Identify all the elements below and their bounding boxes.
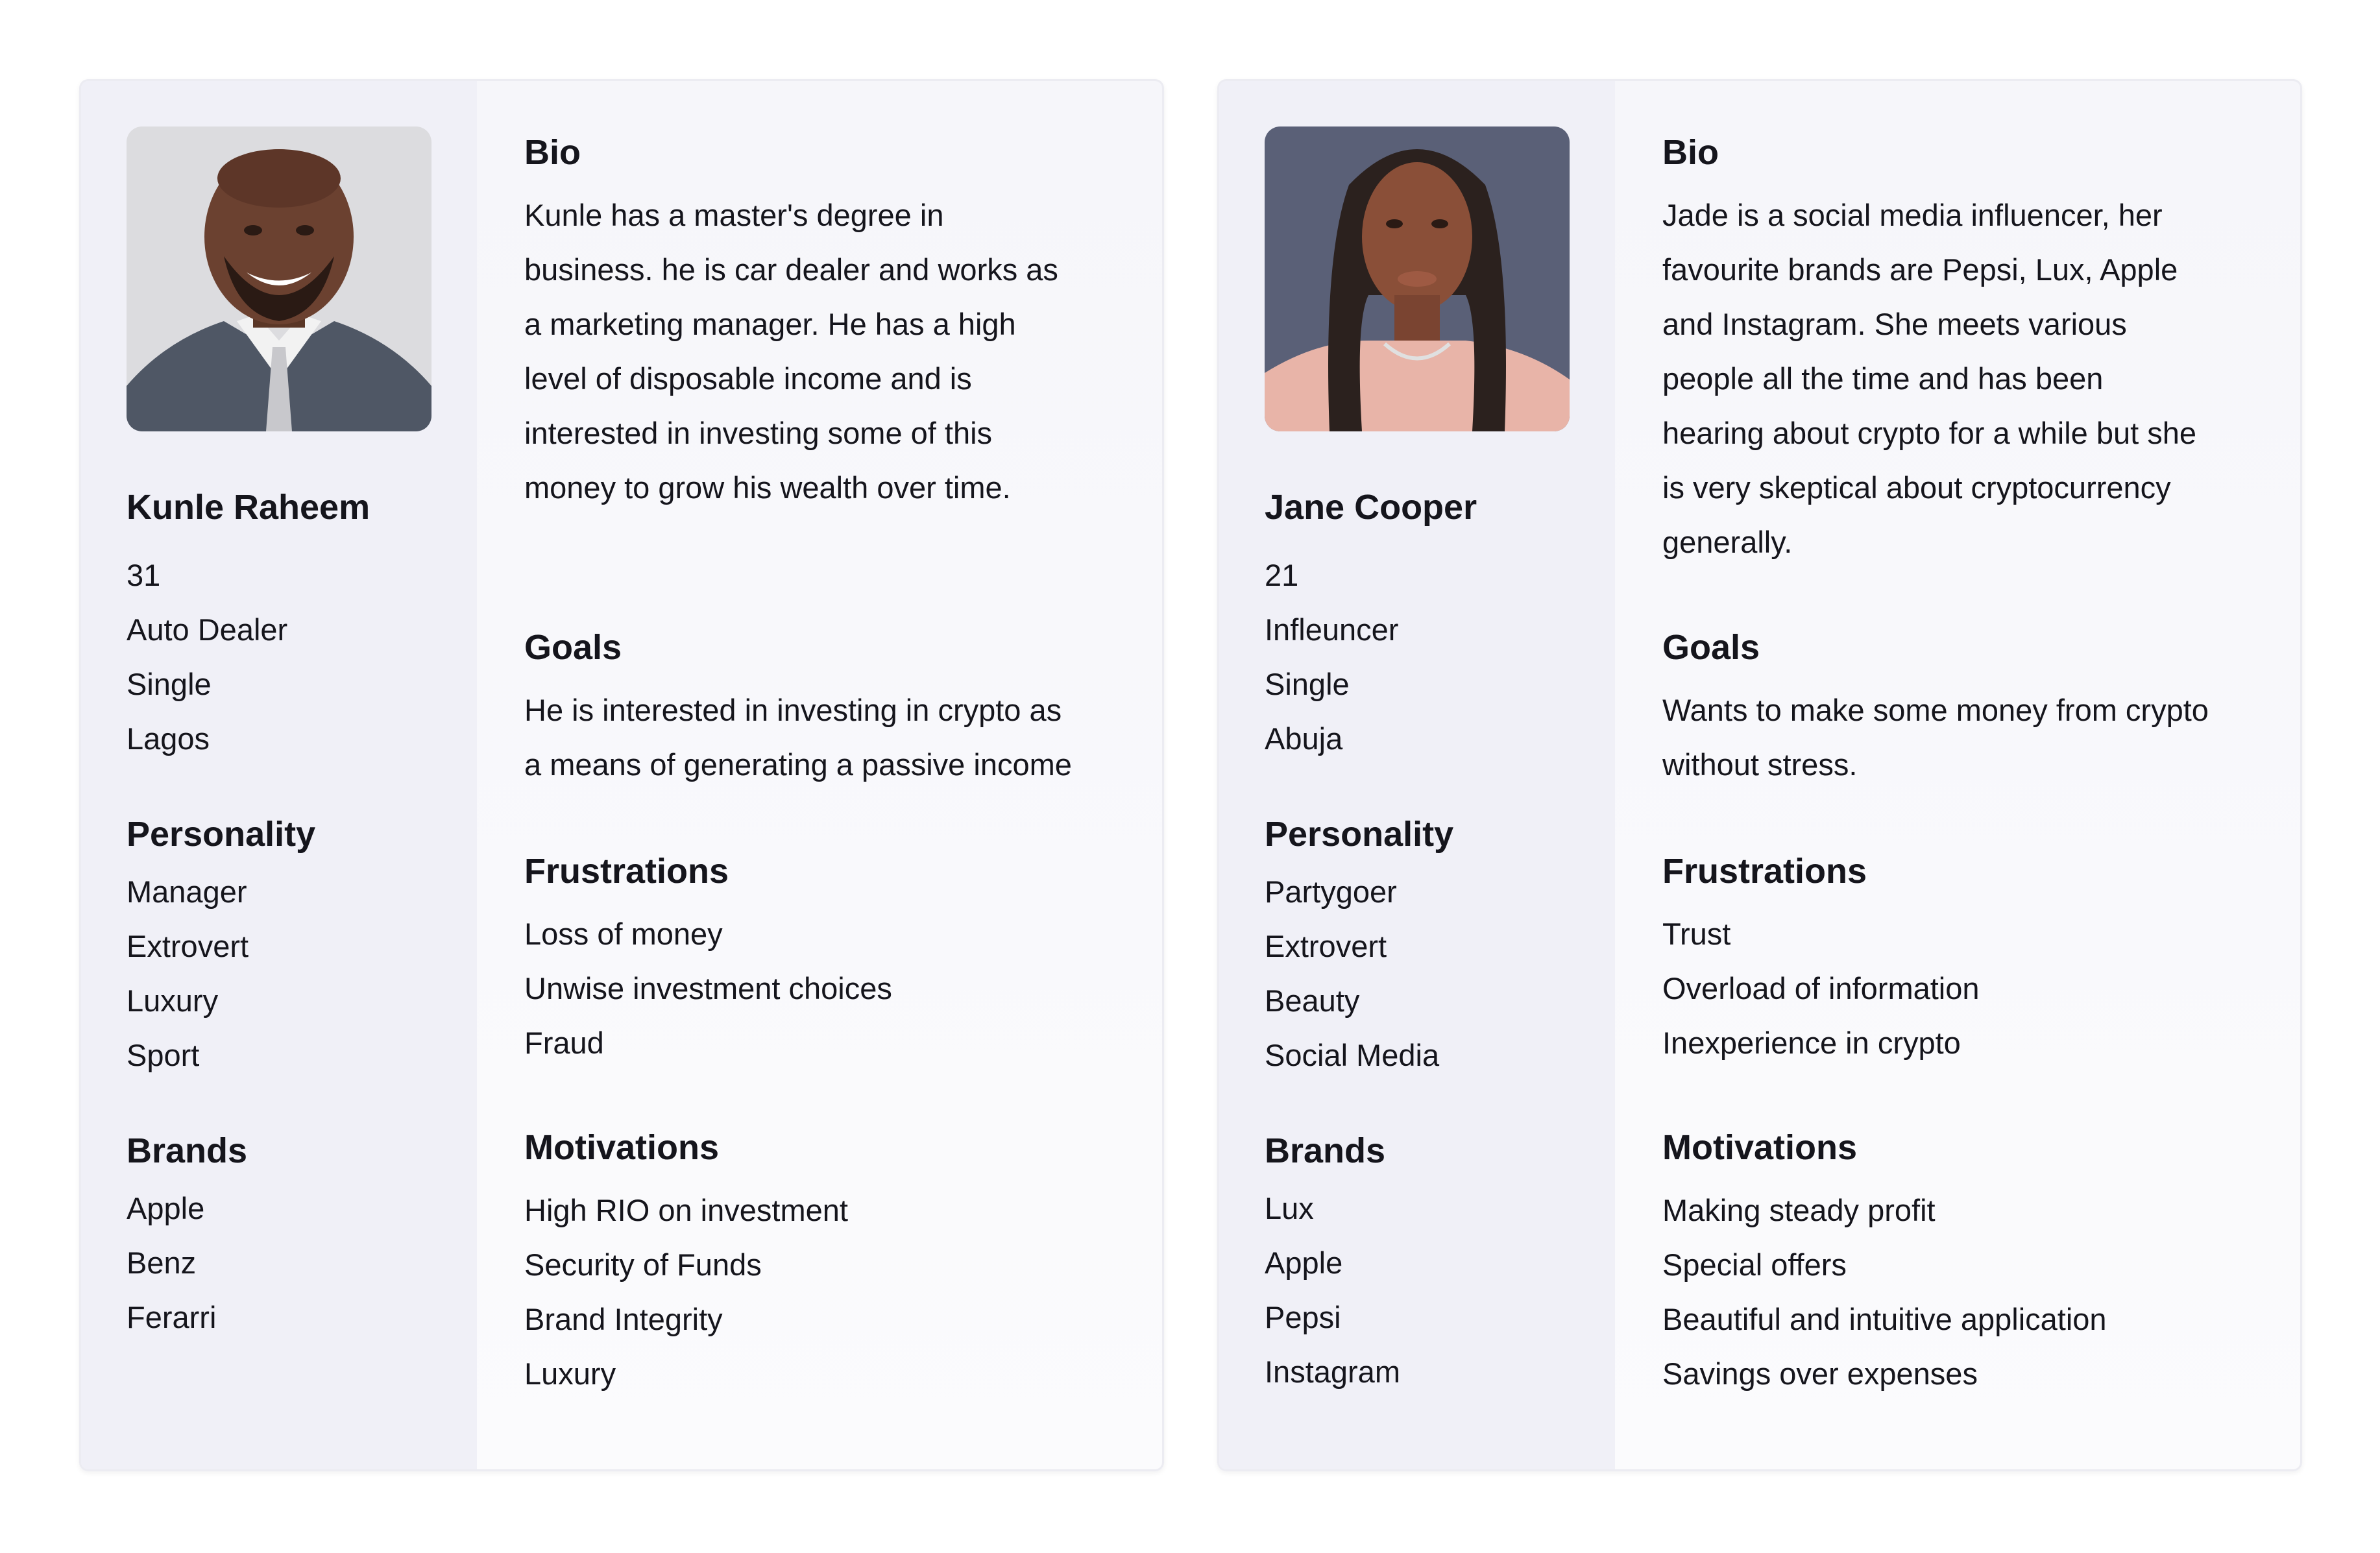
bio-line: hearing about crypto for a while but she bbox=[1662, 416, 2197, 450]
bio-text bbox=[524, 188, 1123, 515]
list-item: Lux bbox=[1265, 1191, 1314, 1225]
bio-line: business. he is car dealer and works as bbox=[524, 252, 1058, 287]
list-item: Overload of information bbox=[1662, 971, 1980, 1005]
bio-line: Jade is a social media influencer, her bbox=[1662, 198, 2163, 232]
brands-heading: Brands bbox=[1265, 1131, 1386, 1170]
persona-name: Jane Cooper bbox=[1265, 488, 1477, 527]
goals-heading: Goals bbox=[524, 628, 622, 667]
list-item: Savings over expenses bbox=[1662, 1356, 1978, 1391]
frustrations-list bbox=[1662, 907, 2261, 1070]
persona-age: 21 bbox=[1265, 558, 1299, 592]
persona-sidebar bbox=[81, 81, 477, 1469]
persona-details bbox=[127, 548, 477, 766]
persona-details bbox=[1265, 548, 1615, 766]
persona-age: 31 bbox=[127, 558, 161, 592]
bio-line: and Instagram. She meets various bbox=[1662, 307, 2127, 341]
frustrations-list bbox=[524, 907, 1123, 1070]
bio-section bbox=[1662, 130, 2261, 570]
goals-line: a means of generating a passive income bbox=[524, 747, 1072, 782]
persona-card-kunle bbox=[79, 79, 1164, 1471]
list-item: Security of Funds bbox=[524, 1247, 762, 1282]
list-item: Extrovert bbox=[127, 929, 249, 963]
persona-occupation: Infleuncer bbox=[1265, 612, 1399, 647]
list-item: Fraud bbox=[524, 1026, 604, 1060]
list-item: Unwise investment choices bbox=[524, 971, 892, 1005]
motivations-heading: Motivations bbox=[1662, 1128, 1858, 1167]
person-photo-icon bbox=[1265, 126, 1570, 431]
goals-line: He is interested in investing in crypto as bbox=[524, 693, 1062, 727]
motivations-list bbox=[1662, 1183, 2261, 1401]
personality-list bbox=[1265, 865, 1615, 1083]
list-item: Pepsi bbox=[1265, 1300, 1341, 1334]
list-item: Partygoer bbox=[1265, 874, 1397, 909]
personality-heading: Personality bbox=[1265, 815, 1454, 854]
list-item: Brand Integrity bbox=[524, 1302, 723, 1336]
brands-list bbox=[1265, 1181, 1615, 1399]
list-item: Special offers bbox=[1662, 1247, 1847, 1282]
list-item: Ferarri bbox=[127, 1300, 217, 1334]
goals-line: Wants to make some money from crypto bbox=[1662, 693, 2209, 727]
profile-photo bbox=[127, 126, 431, 431]
persona-main bbox=[477, 81, 1162, 1469]
motivations-section bbox=[524, 1125, 1123, 1401]
list-item: Beautiful and intuitive application bbox=[1662, 1302, 2107, 1336]
list-item: Loss of money bbox=[524, 917, 723, 951]
list-item: Extrovert bbox=[1265, 929, 1387, 963]
goals-line: without stress. bbox=[1662, 747, 1858, 782]
profile-photo bbox=[1265, 126, 1570, 431]
frustrations-section bbox=[524, 849, 1123, 1070]
goals-text bbox=[524, 683, 1123, 792]
bio-line: interested in investing some of this bbox=[524, 416, 993, 450]
list-item: Making steady profit bbox=[1662, 1193, 1936, 1227]
bio-heading: Bio bbox=[1662, 133, 1719, 172]
bio-line: favourite brands are Pepsi, Lux, Apple bbox=[1662, 252, 2178, 287]
personality-list bbox=[127, 865, 477, 1083]
frustrations-section bbox=[1662, 849, 2261, 1070]
motivations-section bbox=[1662, 1125, 2261, 1401]
brands-heading: Brands bbox=[127, 1131, 248, 1170]
persona-name: Kunle Raheem bbox=[127, 488, 370, 527]
persona-occupation: Auto Dealer bbox=[127, 612, 288, 647]
bio-section bbox=[524, 130, 1123, 515]
bio-line: people all the time and has been bbox=[1662, 361, 2104, 396]
list-item: Sport bbox=[127, 1038, 200, 1072]
list-item: Luxury bbox=[524, 1356, 616, 1391]
bio-line: Kunle has a master's degree in bbox=[524, 198, 944, 232]
persona-status: Single bbox=[127, 667, 212, 701]
bio-line: is very skeptical about cryptocurrency bbox=[1662, 470, 2171, 505]
bio-line: generally. bbox=[1662, 525, 1793, 559]
list-item: Trust bbox=[1662, 917, 1731, 951]
persona-status: Single bbox=[1265, 667, 1350, 701]
persona-sidebar bbox=[1219, 81, 1615, 1469]
persona-card-jane bbox=[1217, 79, 2302, 1471]
list-item: Instagram bbox=[1265, 1354, 1400, 1389]
frustrations-heading: Frustrations bbox=[524, 852, 729, 891]
brands-list bbox=[127, 1181, 477, 1345]
list-item: Apple bbox=[1265, 1246, 1343, 1280]
bio-text bbox=[1662, 188, 2261, 570]
bio-heading: Bio bbox=[524, 133, 581, 172]
list-item: Luxury bbox=[127, 983, 219, 1018]
frustrations-heading: Frustrations bbox=[1662, 852, 1867, 891]
goals-section bbox=[1662, 625, 2261, 792]
list-item: Apple bbox=[127, 1191, 205, 1225]
persona-location: Lagos bbox=[127, 721, 210, 756]
list-item: Manager bbox=[127, 874, 247, 909]
goals-heading: Goals bbox=[1662, 628, 1760, 667]
bio-line: money to grow his wealth over time. bbox=[524, 470, 1011, 505]
personality-heading: Personality bbox=[127, 815, 316, 854]
list-item: Beauty bbox=[1265, 983, 1360, 1018]
motivations-heading: Motivations bbox=[524, 1128, 720, 1167]
motivations-list bbox=[524, 1183, 1123, 1401]
persona-main bbox=[1615, 81, 2300, 1469]
list-item: Inexperience in crypto bbox=[1662, 1026, 1961, 1060]
bio-line: a marketing manager. He has a high bbox=[524, 307, 1016, 341]
goals-text bbox=[1662, 683, 2261, 792]
goals-section bbox=[524, 625, 1123, 792]
list-item: High RIO on investment bbox=[524, 1193, 848, 1227]
person-photo-icon bbox=[127, 126, 431, 431]
list-item: Social Media bbox=[1265, 1038, 1440, 1072]
list-item: Benz bbox=[127, 1246, 197, 1280]
persona-location: Abuja bbox=[1265, 721, 1343, 756]
bio-line: level of disposable income and is bbox=[524, 361, 972, 396]
